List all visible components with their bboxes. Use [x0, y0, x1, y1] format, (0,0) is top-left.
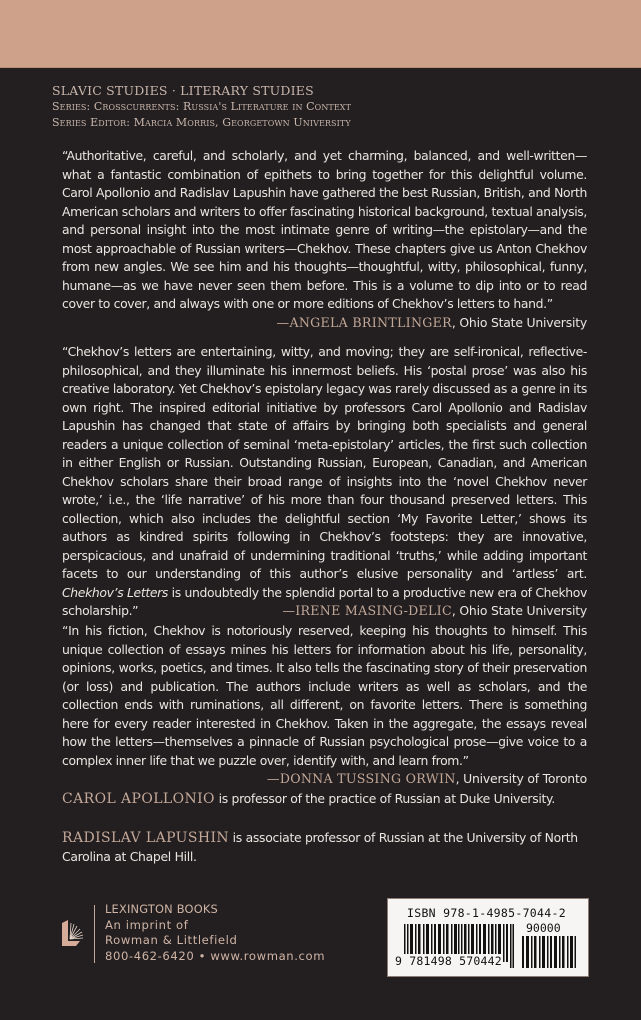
blurb-affiliation: , Ohio State University: [451, 603, 587, 618]
publisher-name: LEXINGTON BOOKS: [105, 902, 218, 916]
blurb-text: [62, 622, 587, 786]
blurb-text-part-1: “Chekhov’s letters are entertaining, witty, and moving; they are self-ironical, reflective-philosophical, and they illuminate his innermost beliefs. His ‘postal prose’ was also his creative laboratory. Yet Chekhov’s epistolary legacy was rarely discussed as a genre in its own right. The inspired editorial initiative by professors Carol Apollonio and Radislav Lapushin has changed that state of affairs by bringing both specialists and general readers a unique collection of seminal ‘meta-epistolary’ articles, the first such collection in either English or Russian. Outstanding Russian, European, Canadian, and American Chekhov scholars share their broad range of insights into the ‘novel Chekhov never wrote,’ i.e., the ‘life narrative’ of his more than four thousand preserved letters. This collection, which also includes the delightful section ‘My Favorite Letter,’ shows its authors as kindred spirits following in Chekhov’s footsteps: they are innovative, perspicacious, and unafraid of undermining traditional ‘truths,’ while adding important facets to our understanding of this author’s elusive personality and ‘artless’ art.: [62, 344, 587, 581]
blurb-text: “Authoritative, careful, and scholarly, and yet charming, balanced, and well-written—what a fantastic combination of epithets to bring together for this delightful volume. Carol Apollonio and Radislav Lapushin have gathered the best Russian, British, and North American scholars and writers to offer fascinating historical background, textual analysis, and personal insight into the most intimate genre of writing—the epistolary—and the most approachable of Russian writers—Chekhov. These chapters give us Anton Chekhov from new angles. We see him and his thoughts—thoughtful, witty, philosophical, funny, humane—as we have never seen them before. This is a volume to dip into or to read cover to cover, and always with one or more editions of Chekhov’s letters to hand.”: [62, 148, 587, 311]
blurb-2: [62, 343, 587, 621]
blurb-attribution: [282, 602, 587, 621]
publisher-divider: [94, 905, 95, 963]
subject-categories: SLAVIC STUDIES · LITERARY STUDIES: [52, 83, 314, 98]
imprint-line-1: An imprint of: [105, 917, 189, 932]
blurb-attribution: [267, 770, 587, 789]
publisher-contact: 800-462-6420 • www.rowman.com: [105, 948, 326, 963]
lexington-books-logo-icon: [60, 919, 86, 949]
book-title: Chekhov’s Letters: [62, 584, 168, 600]
barcode-digits: 9 781498 570442: [395, 954, 502, 968]
blurb-text-part-2: is undoubtedly the splendid portal to a productive new era of Chekhov scholarship.”: [62, 584, 587, 618]
blurb-author: —DONNA TUSSING ORWIN: [266, 771, 456, 786]
price-barcode-icon: [522, 936, 576, 968]
blurb-attribution: [62, 314, 587, 333]
price-code: 90000: [526, 921, 561, 935]
blurb-author: —ANGELA BRINTLINGER: [276, 314, 452, 330]
publisher-text: [105, 902, 325, 964]
author-bio-1: [62, 790, 592, 809]
isbn-barcode: [387, 898, 589, 977]
bio-text: is professor of the practice of Russian at Duke University.: [214, 791, 555, 806]
blurb-author: —IRENE MASING-DELIC: [282, 603, 452, 618]
series-name: Series: Crosscurrents: Russia's Literature in Context: [52, 100, 352, 113]
imprint-line-2: Rowman & Littlefield: [105, 933, 238, 947]
author-bio-2: [62, 829, 592, 866]
bio-name: RADISLAV LAPUSHIN: [62, 830, 230, 846]
blurb-text-body: “In his fiction, Chekhov is notoriously reserved, keeping his thoughts to himself. This unique collection of essays mines his letters for information about his life, personality, opinions, works, poetics, and times. It also tells the fascinating story of their preservation (or loss) and publication. The authors include writers as well as scholars, and the collection ends with ruminations, all different, on favorite letters. There is something here for every reader interested in Chekhov. Taken in the aggregate, the essays reveal how the letters—themselves a pinnacle of Russian psychological prose—give voice to a complex inner life that we puzzle over, identify with, and learn from.”: [62, 623, 587, 768]
bio-name: CAROL APOLLONIO: [62, 791, 215, 807]
blurb-affiliation: , University of Toronto: [455, 771, 587, 786]
isbn-number: ISBN 978-1-4985-7044-2: [407, 906, 566, 920]
bio-text: is associate professor of Russian at the University of North Carolina at Chapel Hill.: [62, 830, 578, 864]
series-info: [52, 83, 612, 131]
blurb-text: [62, 343, 587, 621]
series-editor: Series Editor: Marcia Morris, Georgetown University: [52, 116, 351, 129]
blurb-1: [62, 147, 587, 332]
blurb-affiliation: , Ohio State University: [451, 314, 587, 330]
blurb-3: [62, 622, 587, 789]
top-color-band: [0, 0, 641, 68]
